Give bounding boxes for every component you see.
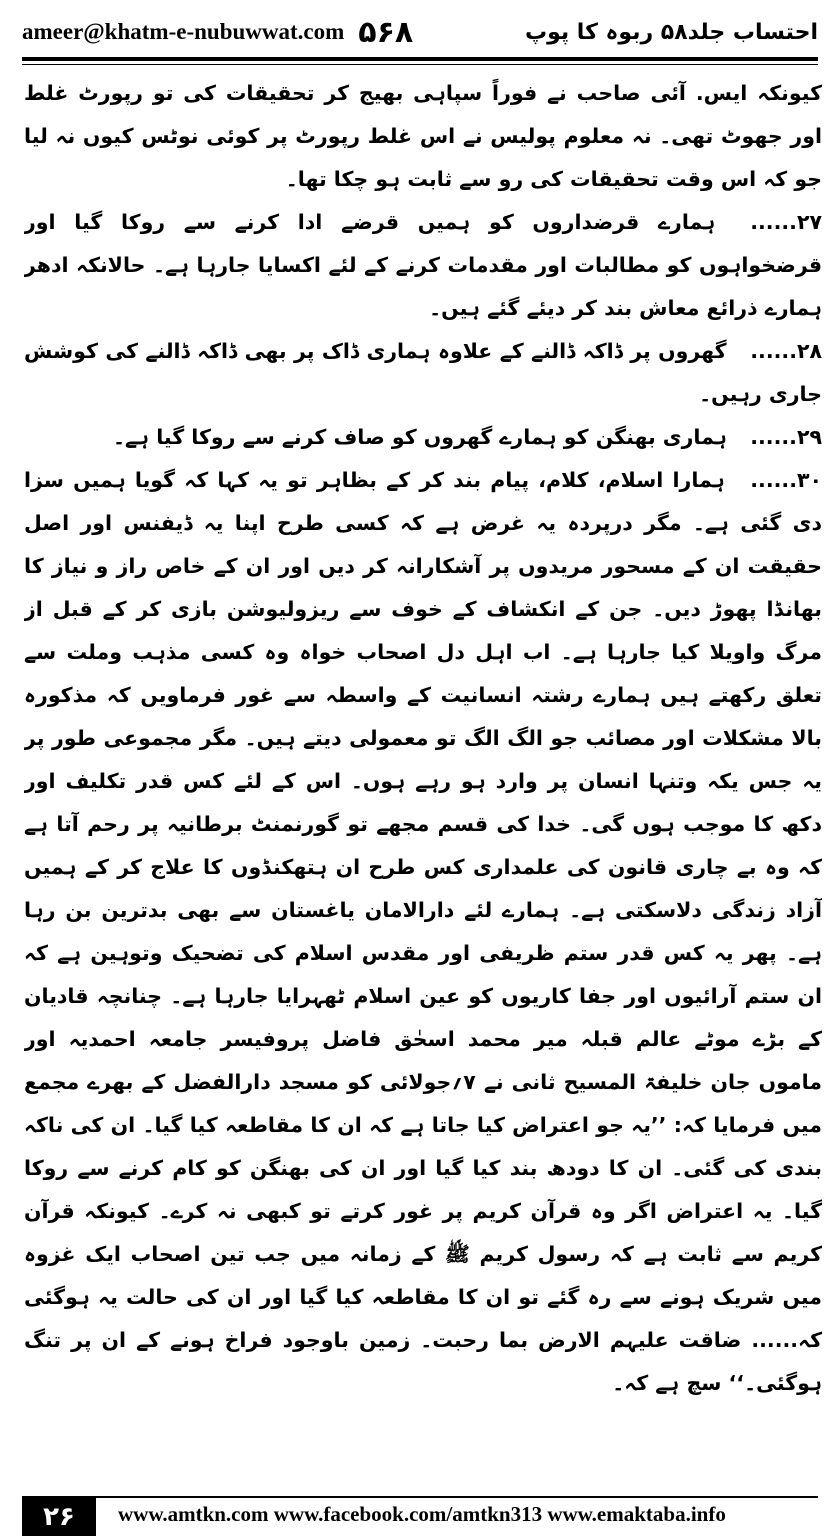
intro-paragraph: کیونکہ ایس. آئی صاحب نے فوراً سپاہی بھیج کر تحقیقات کی تو رپورٹ غلط اور جھوٹ تھی۔ نہ معلوم پولیس نے اس غلط رپورٹ پر کوئی نوٹس کیوں نہ لیا جو کہ اس وقت تحقیقات کی رو سے ثابت ہو چکا تھا۔ xyxy=(24,81,822,191)
item-number: ۳۰...... xyxy=(750,468,822,492)
item-number: ۲۸...... xyxy=(750,339,822,363)
list-item-30 xyxy=(24,459,822,1405)
footer-rule xyxy=(22,1496,818,1498)
page-header xyxy=(22,10,818,54)
header-rule-thick xyxy=(22,57,818,61)
item-number: ۲۹...... xyxy=(750,425,822,449)
item-number: ۲۷...... xyxy=(750,210,822,234)
page-body xyxy=(24,72,822,1468)
list-item-29 xyxy=(24,416,822,459)
header-page-number: ۵۶۸ xyxy=(358,14,414,50)
list-item-27 xyxy=(24,201,822,330)
item-text: ہماری بھنگن کو ہمارے گھروں کو صاف کرنے سے روکا گیا ہے۔ xyxy=(113,425,727,449)
item-text: ہمارا اسلام، کلام، پیام بند کر کے بظاہر تو یہ کہا کہ گویا ہمیں سزا دی گئی ہے۔ مگر درپردہ یہ غرض ہے کہ کسی طرح اپنا یہ ڈیفنس اور اصل حقیقت ان کے مسحور مریدوں پر آشکارانہ کر دیں اور ان کے خاص راز و نیاز کا بھانڈا پھوڑ دیں۔ جن کے انکشاف کے خوف سے ریزولیوشن بازی کر کے قبل از مرگ واویلا کیا جارہا ہے۔ اب اہل دل اصحاب خواہ وہ کسی مذہب وملت سے تعلق رکھتے ہیں ہمارے رشتہ انسانیت کے واسطہ سے غور فرماویں کہ مذکورہ بالا مشکلات اور مصائب جو الگ الگ تو معمولی دیتے ہیں۔ مگر مجموعی طور پر یہ جس یکہ وتنہا انسان پر وارد ہو رہے ہوں۔ اس کے لئے کس قدر تکلیف اور دکھ کا موجب ہوں گی۔ خدا کی قسم مجھے تو گورنمنٹ برطانیہ پر رحم آتا ہے کہ وہ بے چاری قانون کی علمداری کس طرح ان ہتھکنڈوں کا علاج کر کے ہمیں آزاد زندگی دلاسکتی ہے۔ ہمارے لئے دارالامان یاغستان سے بھی بدترین بن رہا ہے۔ پھر یہ کس قدر ستم ظریفی اور مقدس اسلام کی تضحیک وتوہین ہے کہ ان ستم آرائیوں اور جفا کاریوں کو عین اسلام ٹھہرایا جارہا ہے۔ چنانچہ قادیان کے بڑے موٹے عالم قبلہ میر محمد اسحٰق فاضل پروفیسر جامعہ احمدیہ اور ماموں جان خلیفۃ المسیح ثانی نے ۷؍جولائی کو مسجد دارالفضل کے بھرے مجمع میں فرمایا کہ: ’’یہ جو اعتراض کیا جاتا ہے کہ ان کا مقاطعہ کیا گیا۔ ان کی ناکہ بندی کی گئی۔ ان کا دودھ بند کیا گیا اور ان کی بھنگن کو کام کرنے سے روکا گیا۔ یہ اعتراض اگر وہ قرآن کریم پر غور کرتے تو کبھی نہ کرے۔ کیونکہ قرآن کریم سے ثابت ہے کہ رسول کریم ﷺ کے زمانہ میں جب تین اصحاب ایک غزوہ میں شریک ہونے سے رہ گئے تو ان کا مقاطعہ کیا گیا اور ان کی حالت یہ ہوگئی کہ...... ضاقت علیہم الارض بما رحبت۔ زمین باوجود فراخ ہونے کے ان پر تنگ ہوگئی۔‘‘ سچ ہے کہ۔ xyxy=(24,468,822,1395)
header-book-title: احتساب جلد۵۸ ربوہ کا پوپ xyxy=(524,19,818,45)
item-text: گھروں پر ڈاکہ ڈالنے کے علاوہ ہماری ڈاک پر بھی ڈاکہ ڈالنے کی کوشش جاری رہیں۔ xyxy=(24,339,822,406)
header-left xyxy=(22,15,413,50)
header-rule-thin xyxy=(22,64,818,65)
page-footer xyxy=(22,1496,818,1536)
item-text: ہمارے قرضداروں کو ہمیں قرضے ادا کرنے سے روکا گیا اور قرضخواہوں کو مطالبات اور مقدمات کرنے کے لئے اکسایا جارہا ہے۔ حالانکہ ادھر ہمارے ذرائع معاش بند کر دیئے گئے ہیں۔ xyxy=(24,210,822,320)
header-email: ameer@khatm-e-nubuwwat.com xyxy=(22,19,345,44)
footer-website-links[interactable]: www.amtkn.com www.facebook.com/amtkn313 www.emaktaba.info xyxy=(118,1502,726,1526)
footer-page-number: ۲۶ xyxy=(22,1498,96,1536)
list-item-28 xyxy=(24,330,822,416)
